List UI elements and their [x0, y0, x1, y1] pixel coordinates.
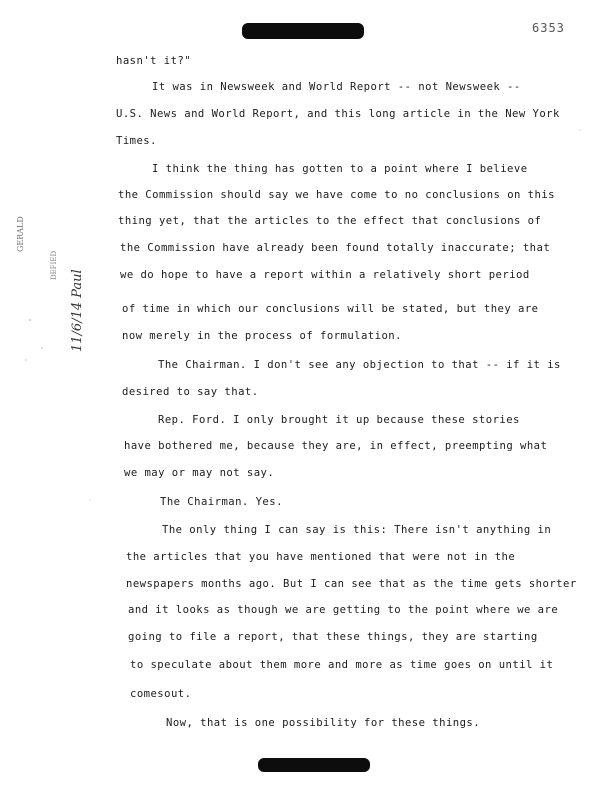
text-line: U.S. News and World Report, and this long article in the New York [116, 108, 560, 120]
text-line: Now, that is one possibility for these things. [166, 717, 481, 729]
text-line: newspapers months ago. But I can see that as the time gets shorter [126, 578, 577, 590]
text-line: and it looks as though we are getting to the point where we are [128, 604, 559, 616]
text-line: comesout. [130, 688, 192, 700]
text-line: Rep. Ford. I only brought it up because these stories [158, 414, 520, 426]
text-line: to speculate about them more and more as time goes on until it [130, 659, 554, 671]
text-line: The Chairman. Yes. [160, 496, 283, 508]
text-line: the articles that you have mentioned that were not in the [126, 551, 516, 563]
text-line: desired to say that. [122, 386, 259, 398]
text-line: now merely in the process of formulation. [122, 330, 402, 342]
handwritten-annotation: 11/6/14 Paul [70, 269, 85, 352]
text-line: Times. [116, 135, 157, 147]
margin-stamp-secondary: DEFIED [50, 250, 58, 280]
margin-stamp: GERALD [16, 216, 25, 252]
page-number: 6353 [532, 21, 565, 35]
text-line: The only thing I can say is this: There isn't anything in [162, 524, 552, 536]
text-line: It was in Newsweek and World Report -- not Newsweek -- [152, 81, 521, 93]
text-line: we do hope to have a report within a relatively short period [120, 269, 530, 281]
text-line: The Chairman. I don't see any objection to that -- if it is [158, 359, 561, 371]
text-line: thing yet, that the articles to the effect that conclusions of [118, 215, 542, 227]
text-line: we may or may not say. [124, 467, 275, 479]
text-line: of time in which our conclusions will be stated, but they are [122, 303, 539, 315]
text-line: hasn't it?" [116, 55, 192, 67]
text-line: have bothered me, because they are, in effect, preempting what [124, 440, 548, 452]
text-line: the Commission should say we have come to no conclusions on this [118, 189, 555, 201]
text-line: going to file a report, that these things, they are starting [128, 631, 538, 643]
text-line: I think the thing has gotten to a point where I believe [152, 163, 528, 175]
text-line: the Commission have already been found totally inaccurate; that [120, 242, 551, 254]
